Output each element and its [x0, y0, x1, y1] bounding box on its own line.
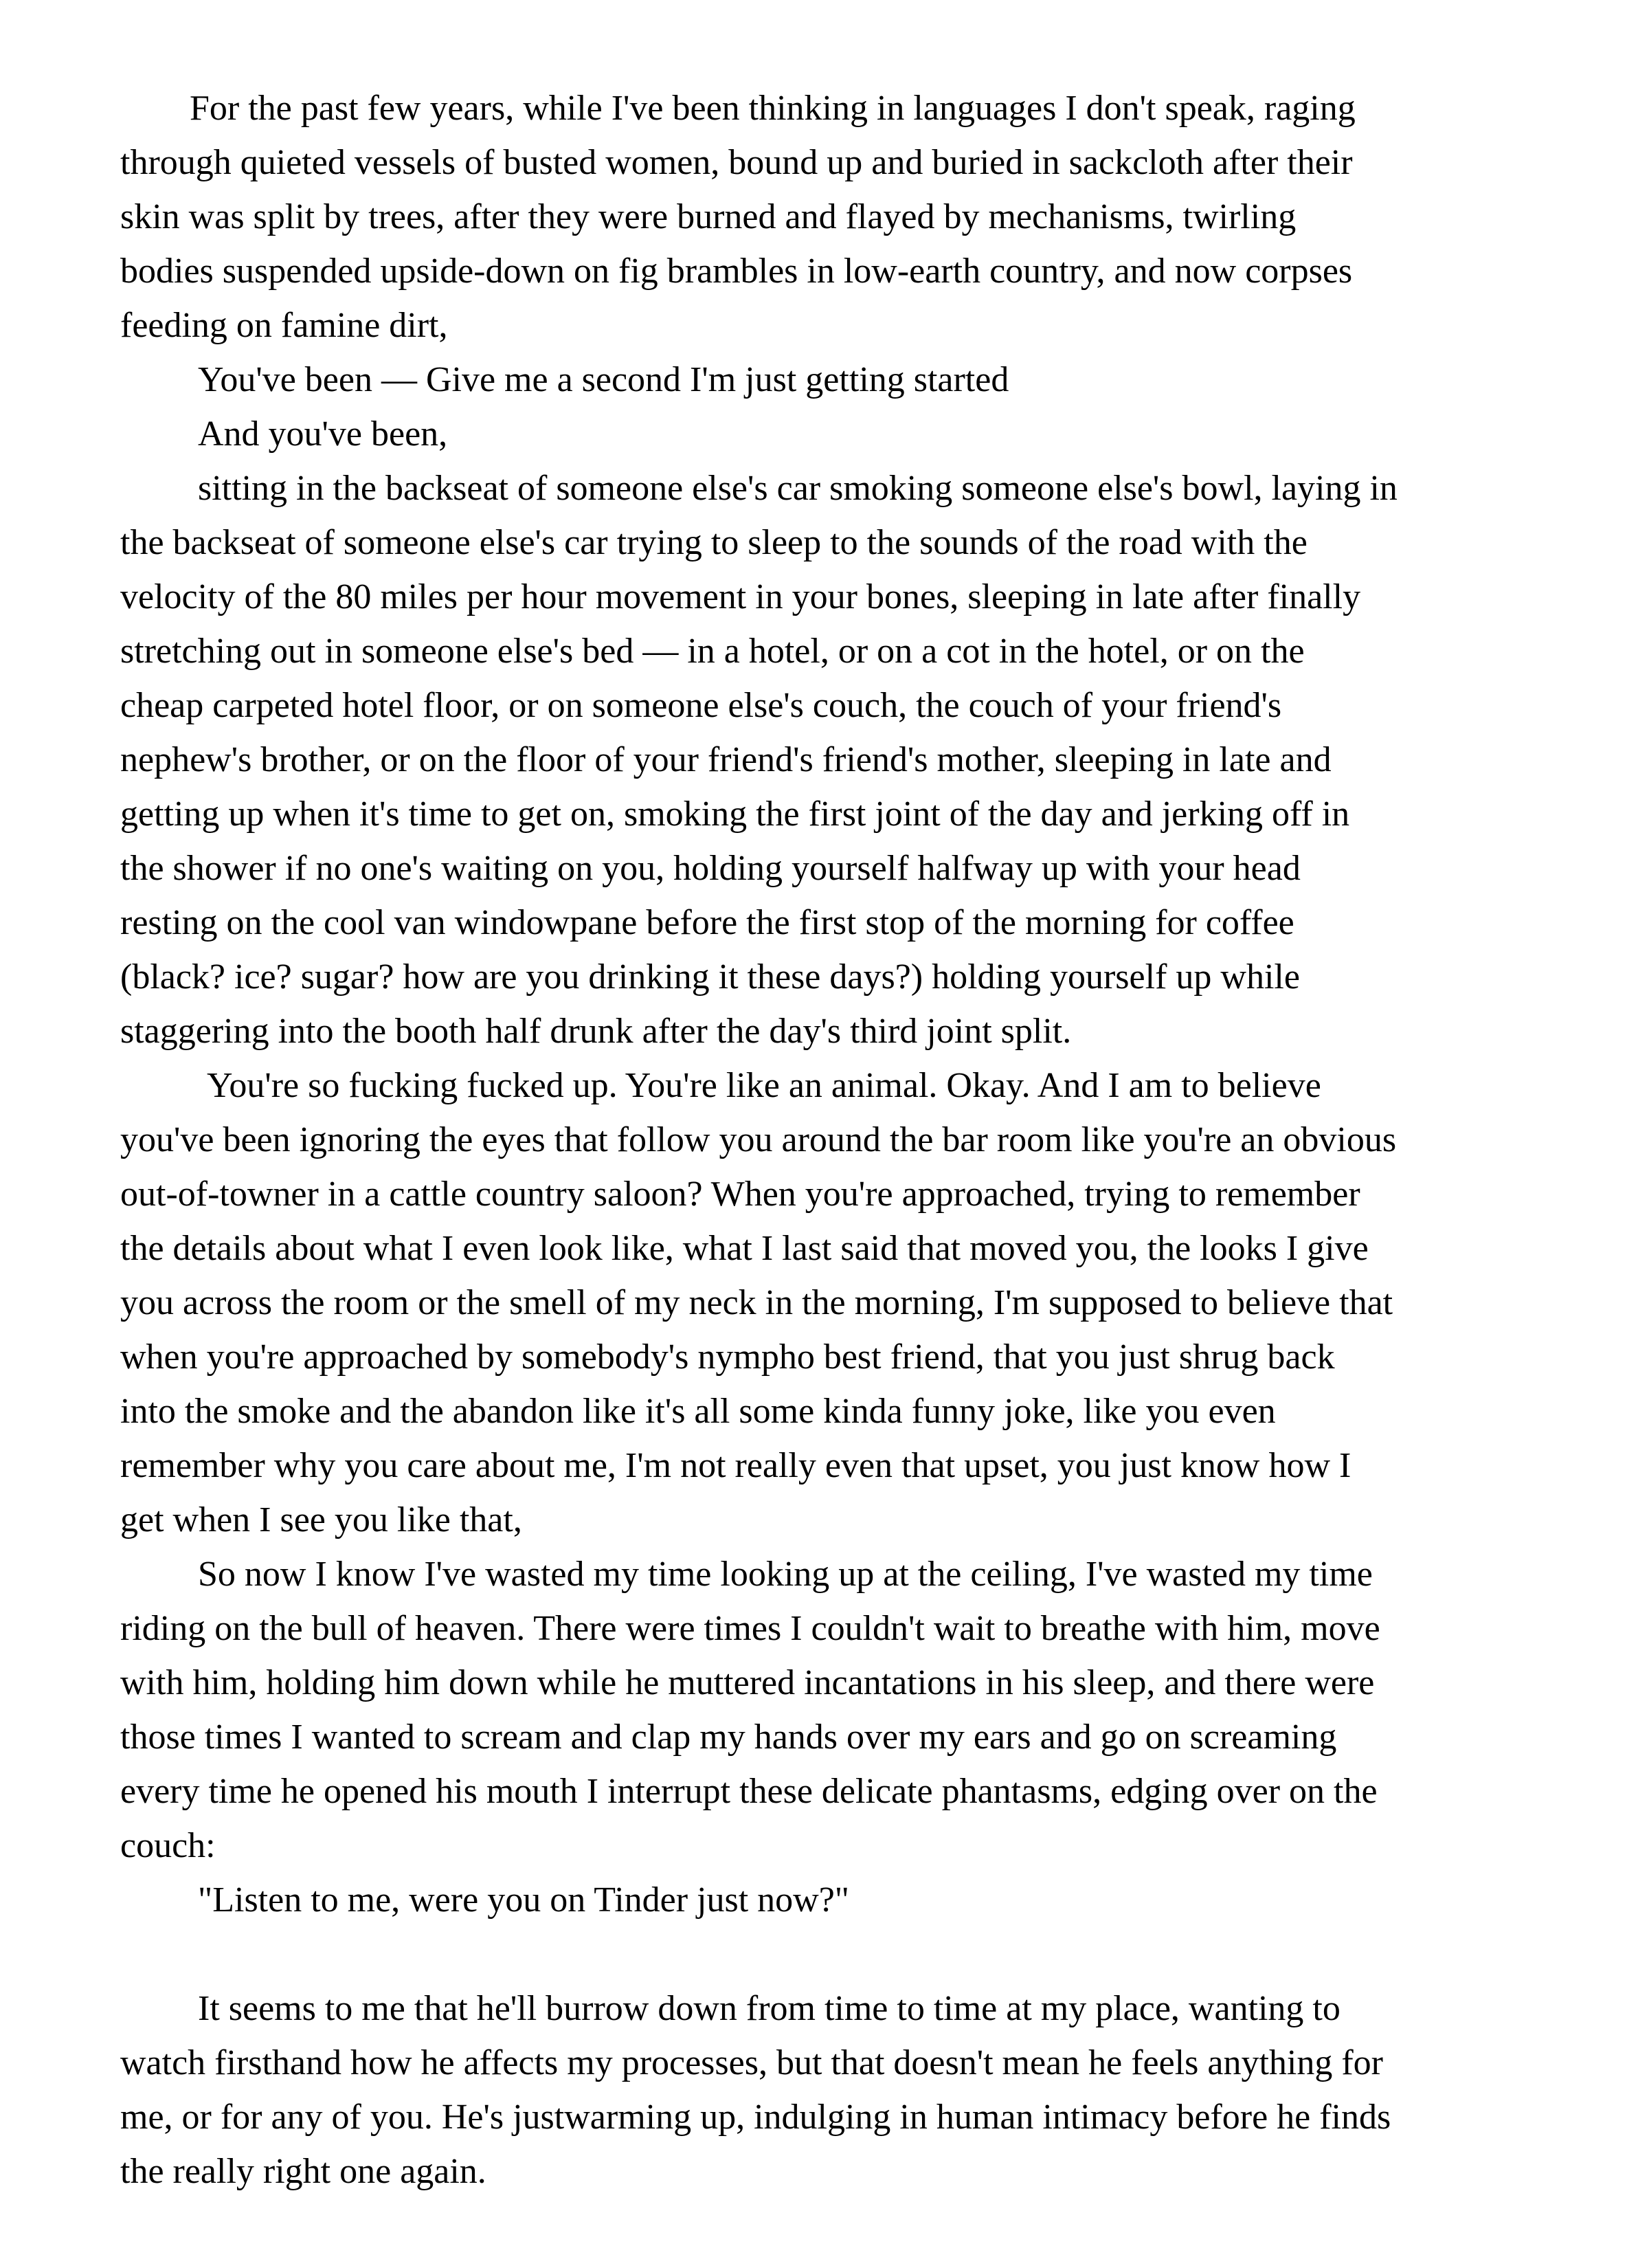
paragraph — [120, 1058, 1563, 1547]
text-line: skin was split by trees, after they were burned and flayed by mechanisms, twirling — [120, 197, 1297, 236]
text-line: sitting in the backseat of someone else's car smoking someone else's bowl, laying in — [198, 469, 1398, 508]
paragraph — [120, 461, 1563, 1058]
text-line: velocity of the 80 miles per hour movement in your bones, sleeping in late after finally — [120, 577, 1361, 616]
text-line: cheap carpeted hotel floor, or on someone else's couch, the couch of your friend's — [120, 686, 1282, 725]
text-line: You've been — Give me a second I'm just getting started — [198, 360, 1009, 399]
paragraph — [120, 407, 1563, 461]
paragraph — [120, 1981, 1563, 2199]
text-line: with him, holding him down while he muttered incantations in his sleep, and there were — [120, 1663, 1375, 1702]
text-line: into the smoke and the abandon like it's all some kinda funny joke, like you even — [120, 1392, 1276, 1431]
text-line: (black? ice? sugar? how are you drinking it these days?) holding yourself up while — [120, 957, 1300, 997]
document-body — [120, 81, 1563, 2199]
text-line: For the past few years, while I've been thinking in languages I don't speak, raging — [190, 89, 1356, 128]
text-line: when you're approached by somebody's nympho best friend, that you just shrug back — [120, 1337, 1335, 1377]
text-line: remember why you care about me, I'm not really even that upset, you just know how I — [120, 1446, 1351, 1485]
text-line: getting up when it's time to get on, smoking the first joint of the day and jerking off in — [120, 794, 1350, 834]
text-line: stretching out in someone else's bed — in a hotel, or on a cot in the hotel, or on the — [120, 632, 1305, 671]
paragraph — [120, 1873, 1563, 1927]
text-line: those times I wanted to scream and clap my hands over my ears and go on screaming — [120, 1717, 1337, 1757]
text-line: through quieted vessels of busted women, bound up and buried in sackcloth after their — [120, 143, 1353, 182]
text-line: So now I know I've wasted my time looking up at the ceiling, I've wasted my time — [198, 1555, 1373, 1594]
text-line: the really right one again. — [120, 2152, 486, 2191]
text-line: get when I see you like that, — [120, 1500, 522, 1539]
paragraph — [120, 353, 1563, 407]
text-line: couch: — [120, 1826, 216, 1865]
text-line: resting on the cool van windowpane before the first stop of the morning for coffee — [120, 903, 1294, 942]
paragraph — [120, 81, 1563, 353]
text-line: And you've been, — [198, 414, 448, 454]
text-line: out-of-towner in a cattle country saloon? When you're approached, trying to remember — [120, 1175, 1360, 1214]
text-line: every time he opened his mouth I interrupt these delicate phantasms, edging over on the — [120, 1772, 1378, 1811]
text-line: riding on the bull of heaven. There were times I couldn't wait to breathe with him, move — [120, 1609, 1380, 1648]
text-line: staggering into the booth half drunk after the day's third joint split. — [120, 1012, 1072, 1051]
text-line: the details about what I even look like, what I last said that moved you, the looks I give — [120, 1229, 1369, 1268]
blank-line — [120, 1927, 1563, 1981]
text-line: you across the room or the smell of my neck in the morning, I'm supposed to believe that — [120, 1283, 1393, 1322]
text-line: It seems to me that he'll burrow down from time to time at my place, wanting to — [198, 1989, 1340, 2028]
text-line: bodies suspended upside-down on fig brambles in low-earth country, and now corpses — [120, 252, 1353, 291]
text-line: you've been ignoring the eyes that follow you around the bar room like you're an obvious — [120, 1120, 1397, 1159]
text-line: me, or for any of you. He's justwarming up, indulging in human intimacy before he finds — [120, 2098, 1391, 2137]
text-line: the shower if no one's waiting on you, holding yourself halfway up with your head — [120, 849, 1301, 888]
text-line: watch firsthand how he affects my processes, but that doesn't mean he feels anything for — [120, 2043, 1383, 2082]
text-line: You're so fucking fucked up. You're like an animal. Okay. And I am to believe — [207, 1066, 1321, 1105]
text-line: feeding on famine dirt, — [120, 306, 448, 345]
text-line: the backseat of someone else's car trying to sleep to the sounds of the road with the — [120, 523, 1308, 562]
paragraph — [120, 1547, 1563, 1873]
text-line: nephew's brother, or on the floor of your friend's friend's mother, sleeping in late and — [120, 740, 1332, 779]
text-line: "Listen to me, were you on Tinder just now?" — [198, 1880, 850, 1920]
